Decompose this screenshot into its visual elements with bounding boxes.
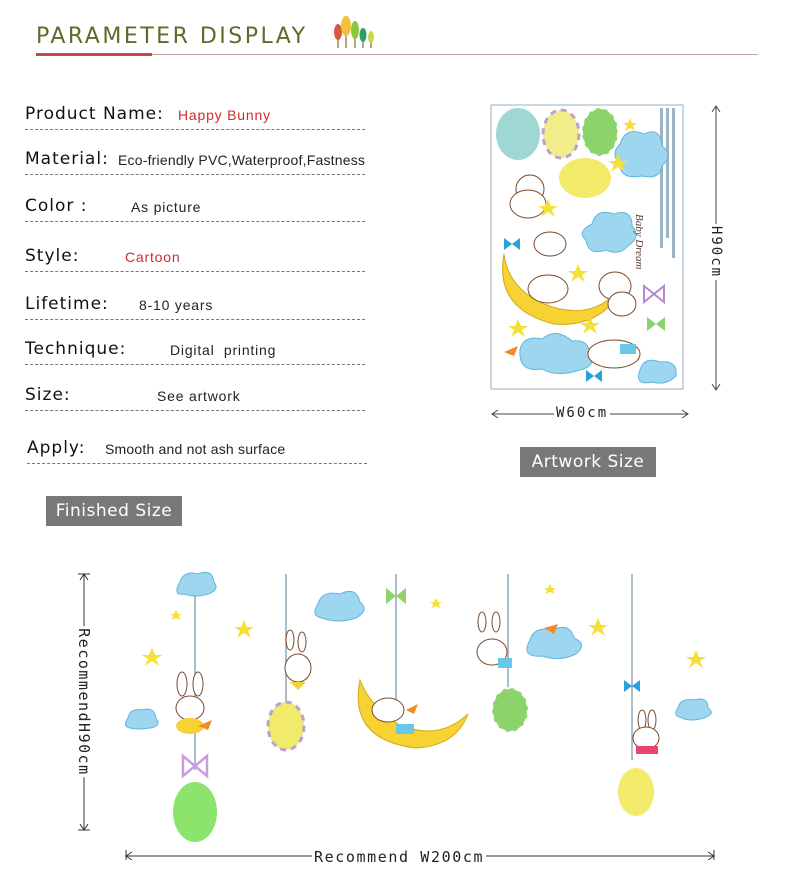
row-divider [25, 174, 365, 175]
artwork-height-label: H90cm [708, 225, 724, 279]
row-divider [27, 463, 367, 464]
artwork-size-badge: Artwork Size [520, 447, 656, 477]
header-accent-bar [36, 53, 152, 56]
artwork-width-label: W60cm [556, 405, 609, 421]
artwork-height-arrow [488, 100, 728, 430]
param-label: Size: [25, 385, 71, 405]
param-row-lifetime [25, 290, 365, 320]
param-label: Apply: [27, 438, 86, 458]
param-label: Color : [25, 196, 88, 216]
recommend-height-label: RecommendH90cm [75, 628, 93, 776]
finished-size-badge: Finished Size [46, 496, 182, 526]
row-divider [25, 129, 365, 130]
param-label: Style: [25, 246, 80, 266]
param-label: Product Name: [25, 104, 164, 124]
row-divider [25, 410, 365, 411]
param-label: Lifetime: [25, 294, 109, 314]
row-divider [25, 319, 365, 320]
param-row-color [25, 192, 365, 222]
param-value: Cartoon [125, 249, 181, 265]
row-divider [25, 221, 365, 222]
page-title: PARAMETER DISPLAY [36, 24, 308, 49]
param-value: Eco-friendly PVC,Waterproof,Fastness [118, 152, 366, 168]
param-row-size [25, 381, 365, 411]
row-divider [25, 364, 365, 365]
param-row-style [25, 242, 365, 272]
param-value: 8-10 years [139, 297, 214, 313]
trees-icon [330, 10, 378, 50]
finished-scene [70, 560, 730, 860]
param-value: Smooth and not ash surface [105, 441, 286, 457]
recommend-width-label: Recommend W200cm [314, 848, 485, 866]
param-label: Material: [25, 149, 109, 169]
param-row-technique [25, 335, 365, 365]
param-value: As picture [131, 199, 202, 215]
param-row-material [25, 145, 365, 175]
param-label: Technique: [25, 339, 127, 359]
param-value: Digital printing [170, 342, 277, 358]
row-divider [25, 271, 365, 272]
param-row-product-name [25, 100, 365, 130]
artwork-script-text: Baby Dream [633, 214, 645, 270]
param-row-apply [27, 434, 367, 464]
param-value: Happy Bunny [178, 107, 271, 123]
param-value: See artwork [157, 388, 241, 404]
